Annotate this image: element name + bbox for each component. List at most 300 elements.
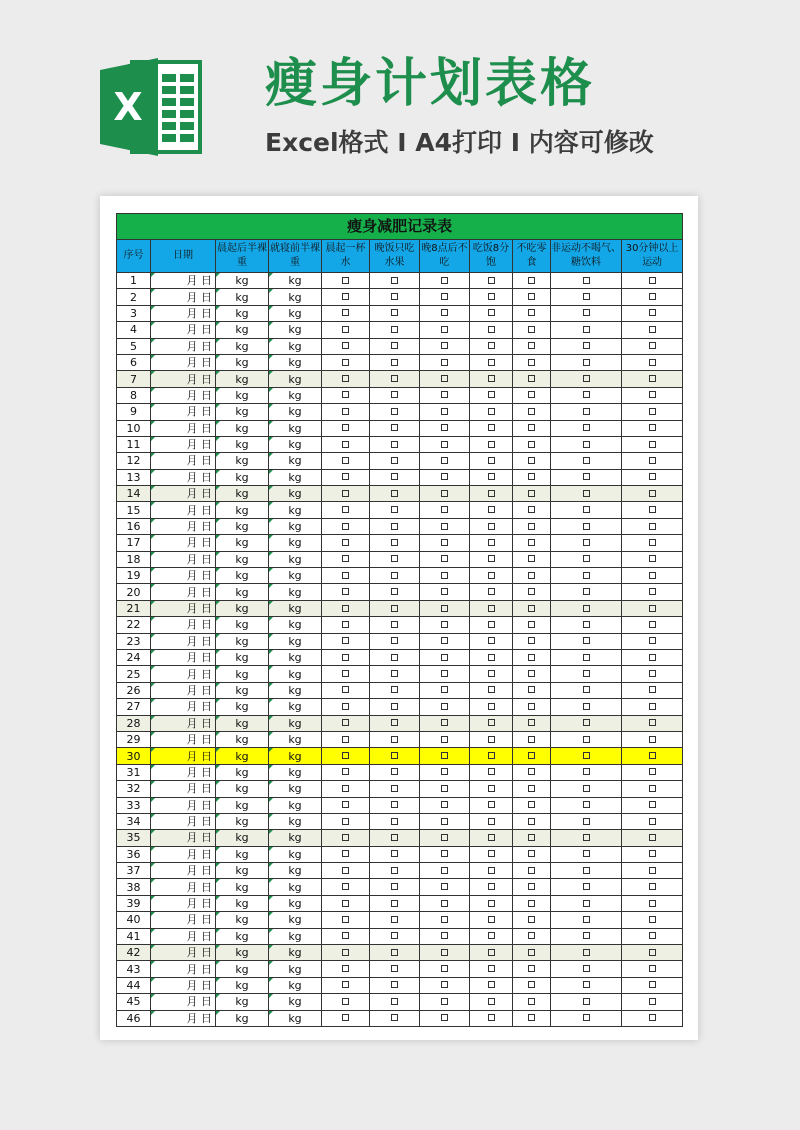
checkbox-icon[interactable] [342, 981, 349, 988]
checkbox-icon[interactable] [391, 834, 398, 841]
bedtime-weight-cell[interactable] [269, 928, 322, 944]
checkbox-cell[interactable] [551, 895, 622, 911]
bedtime-weight-cell[interactable] [269, 797, 322, 813]
checkbox-cell[interactable] [622, 387, 683, 403]
checkbox-icon[interactable] [342, 785, 349, 792]
checkbox-cell[interactable] [622, 781, 683, 797]
date-cell[interactable] [151, 404, 216, 420]
checkbox-icon[interactable] [583, 359, 590, 366]
checkbox-icon[interactable] [488, 441, 495, 448]
date-cell[interactable] [151, 502, 216, 518]
checkbox-cell[interactable] [370, 649, 420, 665]
checkbox-cell[interactable] [513, 436, 551, 452]
checkbox-icon[interactable] [583, 900, 590, 907]
checkbox-icon[interactable] [441, 293, 448, 300]
checkbox-icon[interactable] [649, 309, 656, 316]
checkbox-cell[interactable] [470, 600, 513, 616]
checkbox-icon[interactable] [342, 670, 349, 677]
checkbox-icon[interactable] [342, 539, 349, 546]
checkbox-cell[interactable] [420, 617, 470, 633]
checkbox-cell[interactable] [420, 1010, 470, 1026]
checkbox-cell[interactable] [513, 879, 551, 895]
checkbox-cell[interactable] [622, 879, 683, 895]
checkbox-cell[interactable] [420, 682, 470, 698]
checkbox-icon[interactable] [528, 949, 535, 956]
checkbox-cell[interactable] [420, 420, 470, 436]
date-cell[interactable] [151, 781, 216, 797]
checkbox-icon[interactable] [342, 359, 349, 366]
bedtime-weight-cell[interactable] [269, 731, 322, 747]
checkbox-cell[interactable] [470, 273, 513, 289]
checkbox-cell[interactable] [322, 617, 370, 633]
checkbox-cell[interactable] [370, 748, 420, 764]
checkbox-icon[interactable] [441, 637, 448, 644]
bedtime-weight-cell[interactable] [269, 354, 322, 370]
checkbox-cell[interactable] [370, 830, 420, 846]
checkbox-cell[interactable] [420, 863, 470, 879]
checkbox-cell[interactable] [551, 338, 622, 354]
bedtime-weight-cell[interactable] [269, 764, 322, 780]
checkbox-icon[interactable] [441, 965, 448, 972]
checkbox-icon[interactable] [583, 818, 590, 825]
checkbox-cell[interactable] [551, 404, 622, 420]
date-cell[interactable] [151, 994, 216, 1010]
checkbox-cell[interactable] [370, 895, 420, 911]
bedtime-weight-cell[interactable] [269, 1010, 322, 1026]
checkbox-cell[interactable] [622, 404, 683, 420]
checkbox-icon[interactable] [391, 883, 398, 890]
checkbox-icon[interactable] [583, 768, 590, 775]
checkbox-icon[interactable] [528, 572, 535, 579]
checkbox-icon[interactable] [441, 883, 448, 890]
checkbox-icon[interactable] [391, 637, 398, 644]
checkbox-cell[interactable] [322, 354, 370, 370]
checkbox-icon[interactable] [528, 342, 535, 349]
checkbox-icon[interactable] [583, 457, 590, 464]
checkbox-icon[interactable] [441, 588, 448, 595]
checkbox-cell[interactable] [513, 453, 551, 469]
checkbox-icon[interactable] [649, 326, 656, 333]
checkbox-icon[interactable] [583, 867, 590, 874]
checkbox-cell[interactable] [551, 731, 622, 747]
bedtime-weight-cell[interactable] [269, 895, 322, 911]
checkbox-icon[interactable] [649, 768, 656, 775]
checkbox-cell[interactable] [420, 453, 470, 469]
checkbox-cell[interactable] [470, 584, 513, 600]
checkbox-icon[interactable] [441, 1014, 448, 1021]
date-cell[interactable] [151, 600, 216, 616]
checkbox-icon[interactable] [649, 686, 656, 693]
checkbox-cell[interactable] [622, 748, 683, 764]
morning-weight-cell[interactable] [216, 518, 269, 534]
checkbox-cell[interactable] [513, 568, 551, 584]
date-cell[interactable] [151, 453, 216, 469]
checkbox-cell[interactable] [470, 895, 513, 911]
checkbox-cell[interactable] [322, 666, 370, 682]
checkbox-cell[interactable] [513, 338, 551, 354]
date-cell[interactable] [151, 617, 216, 633]
checkbox-icon[interactable] [342, 900, 349, 907]
checkbox-icon[interactable] [488, 752, 495, 759]
checkbox-cell[interactable] [551, 584, 622, 600]
checkbox-cell[interactable] [420, 322, 470, 338]
date-cell[interactable] [151, 354, 216, 370]
checkbox-icon[interactable] [342, 752, 349, 759]
date-cell[interactable] [151, 535, 216, 551]
checkbox-cell[interactable] [370, 453, 420, 469]
checkbox-cell[interactable] [622, 289, 683, 305]
checkbox-cell[interactable] [370, 994, 420, 1010]
morning-weight-cell[interactable] [216, 797, 269, 813]
checkbox-cell[interactable] [370, 879, 420, 895]
checkbox-cell[interactable] [622, 797, 683, 813]
checkbox-cell[interactable] [551, 486, 622, 502]
checkbox-cell[interactable] [622, 945, 683, 961]
checkbox-cell[interactable] [370, 813, 420, 829]
checkbox-cell[interactable] [370, 715, 420, 731]
morning-weight-cell[interactable] [216, 322, 269, 338]
morning-weight-cell[interactable] [216, 305, 269, 321]
checkbox-cell[interactable] [322, 863, 370, 879]
checkbox-icon[interactable] [649, 916, 656, 923]
checkbox-icon[interactable] [583, 883, 590, 890]
checkbox-icon[interactable] [441, 359, 448, 366]
checkbox-icon[interactable] [391, 900, 398, 907]
checkbox-cell[interactable] [470, 945, 513, 961]
checkbox-icon[interactable] [583, 408, 590, 415]
checkbox-icon[interactable] [488, 408, 495, 415]
checkbox-cell[interactable] [370, 535, 420, 551]
checkbox-cell[interactable] [322, 682, 370, 698]
checkbox-cell[interactable] [470, 830, 513, 846]
checkbox-icon[interactable] [583, 342, 590, 349]
checkbox-icon[interactable] [649, 719, 656, 726]
checkbox-icon[interactable] [391, 736, 398, 743]
checkbox-icon[interactable] [488, 654, 495, 661]
checkbox-cell[interactable] [622, 633, 683, 649]
checkbox-icon[interactable] [528, 785, 535, 792]
bedtime-weight-cell[interactable] [269, 486, 322, 502]
checkbox-icon[interactable] [441, 818, 448, 825]
checkbox-icon[interactable] [528, 523, 535, 530]
checkbox-icon[interactable] [649, 506, 656, 513]
checkbox-icon[interactable] [441, 539, 448, 546]
checkbox-cell[interactable] [322, 584, 370, 600]
checkbox-cell[interactable] [420, 846, 470, 862]
morning-weight-cell[interactable] [216, 371, 269, 387]
checkbox-cell[interactable] [370, 273, 420, 289]
checkbox-icon[interactable] [441, 457, 448, 464]
date-cell[interactable] [151, 322, 216, 338]
checkbox-cell[interactable] [551, 617, 622, 633]
checkbox-cell[interactable] [551, 469, 622, 485]
checkbox-icon[interactable] [441, 473, 448, 480]
checkbox-cell[interactable] [322, 731, 370, 747]
checkbox-icon[interactable] [528, 1014, 535, 1021]
checkbox-cell[interactable] [370, 1010, 420, 1026]
checkbox-icon[interactable] [391, 309, 398, 316]
morning-weight-cell[interactable] [216, 535, 269, 551]
checkbox-icon[interactable] [583, 473, 590, 480]
checkbox-cell[interactable] [513, 961, 551, 977]
checkbox-cell[interactable] [470, 518, 513, 534]
checkbox-icon[interactable] [441, 342, 448, 349]
checkbox-cell[interactable] [420, 813, 470, 829]
checkbox-icon[interactable] [649, 965, 656, 972]
checkbox-icon[interactable] [583, 572, 590, 579]
checkbox-cell[interactable] [370, 436, 420, 452]
checkbox-cell[interactable] [370, 551, 420, 567]
checkbox-icon[interactable] [391, 375, 398, 382]
date-cell[interactable] [151, 305, 216, 321]
date-cell[interactable] [151, 436, 216, 452]
morning-weight-cell[interactable] [216, 502, 269, 518]
checkbox-cell[interactable] [420, 977, 470, 993]
checkbox-icon[interactable] [528, 309, 535, 316]
checkbox-icon[interactable] [488, 375, 495, 382]
morning-weight-cell[interactable] [216, 584, 269, 600]
checkbox-icon[interactable] [649, 277, 656, 284]
checkbox-icon[interactable] [528, 686, 535, 693]
checkbox-icon[interactable] [583, 523, 590, 530]
checkbox-cell[interactable] [370, 305, 420, 321]
date-cell[interactable] [151, 420, 216, 436]
checkbox-cell[interactable] [551, 699, 622, 715]
checkbox-cell[interactable] [622, 731, 683, 747]
checkbox-cell[interactable] [370, 486, 420, 502]
checkbox-icon[interactable] [342, 686, 349, 693]
checkbox-icon[interactable] [488, 588, 495, 595]
checkbox-cell[interactable] [420, 945, 470, 961]
bedtime-weight-cell[interactable] [269, 682, 322, 698]
checkbox-icon[interactable] [391, 277, 398, 284]
checkbox-icon[interactable] [441, 670, 448, 677]
date-cell[interactable] [151, 469, 216, 485]
checkbox-icon[interactable] [583, 965, 590, 972]
checkbox-cell[interactable] [420, 535, 470, 551]
checkbox-icon[interactable] [391, 654, 398, 661]
date-cell[interactable] [151, 289, 216, 305]
checkbox-icon[interactable] [342, 408, 349, 415]
checkbox-icon[interactable] [583, 621, 590, 628]
checkbox-icon[interactable] [441, 572, 448, 579]
checkbox-icon[interactable] [649, 539, 656, 546]
checkbox-cell[interactable] [370, 699, 420, 715]
checkbox-cell[interactable] [322, 502, 370, 518]
bedtime-weight-cell[interactable] [269, 453, 322, 469]
checkbox-cell[interactable] [622, 420, 683, 436]
checkbox-icon[interactable] [528, 408, 535, 415]
checkbox-cell[interactable] [622, 912, 683, 928]
checkbox-icon[interactable] [342, 441, 349, 448]
morning-weight-cell[interactable] [216, 977, 269, 993]
checkbox-cell[interactable] [551, 568, 622, 584]
checkbox-cell[interactable] [513, 666, 551, 682]
checkbox-cell[interactable] [370, 469, 420, 485]
checkbox-cell[interactable] [470, 338, 513, 354]
checkbox-icon[interactable] [488, 523, 495, 530]
checkbox-cell[interactable] [470, 535, 513, 551]
checkbox-cell[interactable] [420, 912, 470, 928]
morning-weight-cell[interactable] [216, 764, 269, 780]
checkbox-icon[interactable] [342, 391, 349, 398]
checkbox-icon[interactable] [488, 736, 495, 743]
checkbox-cell[interactable] [622, 977, 683, 993]
checkbox-cell[interactable] [370, 600, 420, 616]
checkbox-cell[interactable] [622, 994, 683, 1010]
checkbox-icon[interactable] [528, 998, 535, 1005]
checkbox-cell[interactable] [622, 436, 683, 452]
checkbox-cell[interactable] [551, 863, 622, 879]
morning-weight-cell[interactable] [216, 731, 269, 747]
bedtime-weight-cell[interactable] [269, 436, 322, 452]
date-cell[interactable] [151, 486, 216, 502]
checkbox-cell[interactable] [470, 420, 513, 436]
checkbox-icon[interactable] [391, 686, 398, 693]
checkbox-icon[interactable] [391, 342, 398, 349]
checkbox-cell[interactable] [551, 273, 622, 289]
checkbox-icon[interactable] [441, 834, 448, 841]
checkbox-icon[interactable] [342, 555, 349, 562]
checkbox-icon[interactable] [528, 736, 535, 743]
checkbox-icon[interactable] [583, 670, 590, 677]
checkbox-icon[interactable] [649, 867, 656, 874]
checkbox-cell[interactable] [420, 879, 470, 895]
checkbox-icon[interactable] [441, 523, 448, 530]
checkbox-icon[interactable] [583, 932, 590, 939]
checkbox-cell[interactable] [420, 486, 470, 502]
checkbox-cell[interactable] [322, 781, 370, 797]
checkbox-icon[interactable] [528, 818, 535, 825]
checkbox-cell[interactable] [470, 797, 513, 813]
checkbox-icon[interactable] [391, 965, 398, 972]
bedtime-weight-cell[interactable] [269, 338, 322, 354]
date-cell[interactable] [151, 666, 216, 682]
checkbox-icon[interactable] [649, 752, 656, 759]
checkbox-cell[interactable] [322, 568, 370, 584]
checkbox-icon[interactable] [391, 588, 398, 595]
checkbox-cell[interactable] [513, 764, 551, 780]
checkbox-icon[interactable] [391, 1014, 398, 1021]
checkbox-icon[interactable] [441, 375, 448, 382]
checkbox-cell[interactable] [322, 338, 370, 354]
checkbox-icon[interactable] [528, 490, 535, 497]
checkbox-cell[interactable] [470, 322, 513, 338]
checkbox-icon[interactable] [528, 457, 535, 464]
checkbox-cell[interactable] [420, 715, 470, 731]
checkbox-icon[interactable] [391, 801, 398, 808]
checkbox-cell[interactable] [420, 469, 470, 485]
checkbox-cell[interactable] [622, 568, 683, 584]
checkbox-cell[interactable] [420, 338, 470, 354]
checkbox-icon[interactable] [391, 752, 398, 759]
checkbox-cell[interactable] [370, 682, 420, 698]
checkbox-cell[interactable] [420, 781, 470, 797]
checkbox-cell[interactable] [322, 404, 370, 420]
checkbox-cell[interactable] [322, 289, 370, 305]
checkbox-cell[interactable] [470, 846, 513, 862]
checkbox-icon[interactable] [649, 490, 656, 497]
morning-weight-cell[interactable] [216, 863, 269, 879]
checkbox-icon[interactable] [649, 883, 656, 890]
checkbox-icon[interactable] [391, 719, 398, 726]
checkbox-cell[interactable] [370, 502, 420, 518]
checkbox-cell[interactable] [551, 551, 622, 567]
checkbox-cell[interactable] [322, 715, 370, 731]
checkbox-icon[interactable] [391, 391, 398, 398]
date-cell[interactable] [151, 715, 216, 731]
checkbox-icon[interactable] [583, 949, 590, 956]
date-cell[interactable] [151, 945, 216, 961]
checkbox-cell[interactable] [470, 1010, 513, 1026]
checkbox-icon[interactable] [342, 818, 349, 825]
checkbox-icon[interactable] [342, 654, 349, 661]
checkbox-cell[interactable] [513, 617, 551, 633]
checkbox-cell[interactable] [420, 666, 470, 682]
checkbox-cell[interactable] [470, 682, 513, 698]
checkbox-cell[interactable] [470, 863, 513, 879]
checkbox-icon[interactable] [488, 998, 495, 1005]
bedtime-weight-cell[interactable] [269, 371, 322, 387]
checkbox-icon[interactable] [528, 473, 535, 480]
checkbox-cell[interactable] [551, 797, 622, 813]
checkbox-icon[interactable] [441, 981, 448, 988]
bedtime-weight-cell[interactable] [269, 912, 322, 928]
checkbox-icon[interactable] [441, 916, 448, 923]
morning-weight-cell[interactable] [216, 945, 269, 961]
checkbox-cell[interactable] [551, 748, 622, 764]
checkbox-cell[interactable] [370, 977, 420, 993]
checkbox-cell[interactable] [470, 699, 513, 715]
checkbox-icon[interactable] [488, 326, 495, 333]
checkbox-icon[interactable] [649, 572, 656, 579]
checkbox-cell[interactable] [622, 764, 683, 780]
morning-weight-cell[interactable] [216, 961, 269, 977]
checkbox-icon[interactable] [391, 293, 398, 300]
checkbox-cell[interactable] [622, 813, 683, 829]
checkbox-icon[interactable] [528, 539, 535, 546]
checkbox-cell[interactable] [322, 273, 370, 289]
checkbox-cell[interactable] [420, 600, 470, 616]
checkbox-cell[interactable] [513, 863, 551, 879]
checkbox-cell[interactable] [513, 781, 551, 797]
checkbox-cell[interactable] [622, 453, 683, 469]
morning-weight-cell[interactable] [216, 600, 269, 616]
checkbox-icon[interactable] [342, 621, 349, 628]
checkbox-cell[interactable] [513, 354, 551, 370]
checkbox-cell[interactable] [551, 928, 622, 944]
checkbox-icon[interactable] [649, 670, 656, 677]
checkbox-icon[interactable] [441, 703, 448, 710]
checkbox-cell[interactable] [470, 371, 513, 387]
checkbox-icon[interactable] [441, 490, 448, 497]
checkbox-cell[interactable] [370, 961, 420, 977]
checkbox-icon[interactable] [441, 719, 448, 726]
checkbox-icon[interactable] [391, 572, 398, 579]
checkbox-icon[interactable] [649, 785, 656, 792]
date-cell[interactable] [151, 371, 216, 387]
bedtime-weight-cell[interactable] [269, 961, 322, 977]
checkbox-icon[interactable] [583, 309, 590, 316]
checkbox-icon[interactable] [441, 850, 448, 857]
bedtime-weight-cell[interactable] [269, 813, 322, 829]
checkbox-cell[interactable] [551, 371, 622, 387]
date-cell[interactable] [151, 699, 216, 715]
date-cell[interactable] [151, 863, 216, 879]
checkbox-icon[interactable] [488, 834, 495, 841]
checkbox-cell[interactable] [470, 961, 513, 977]
checkbox-cell[interactable] [470, 289, 513, 305]
